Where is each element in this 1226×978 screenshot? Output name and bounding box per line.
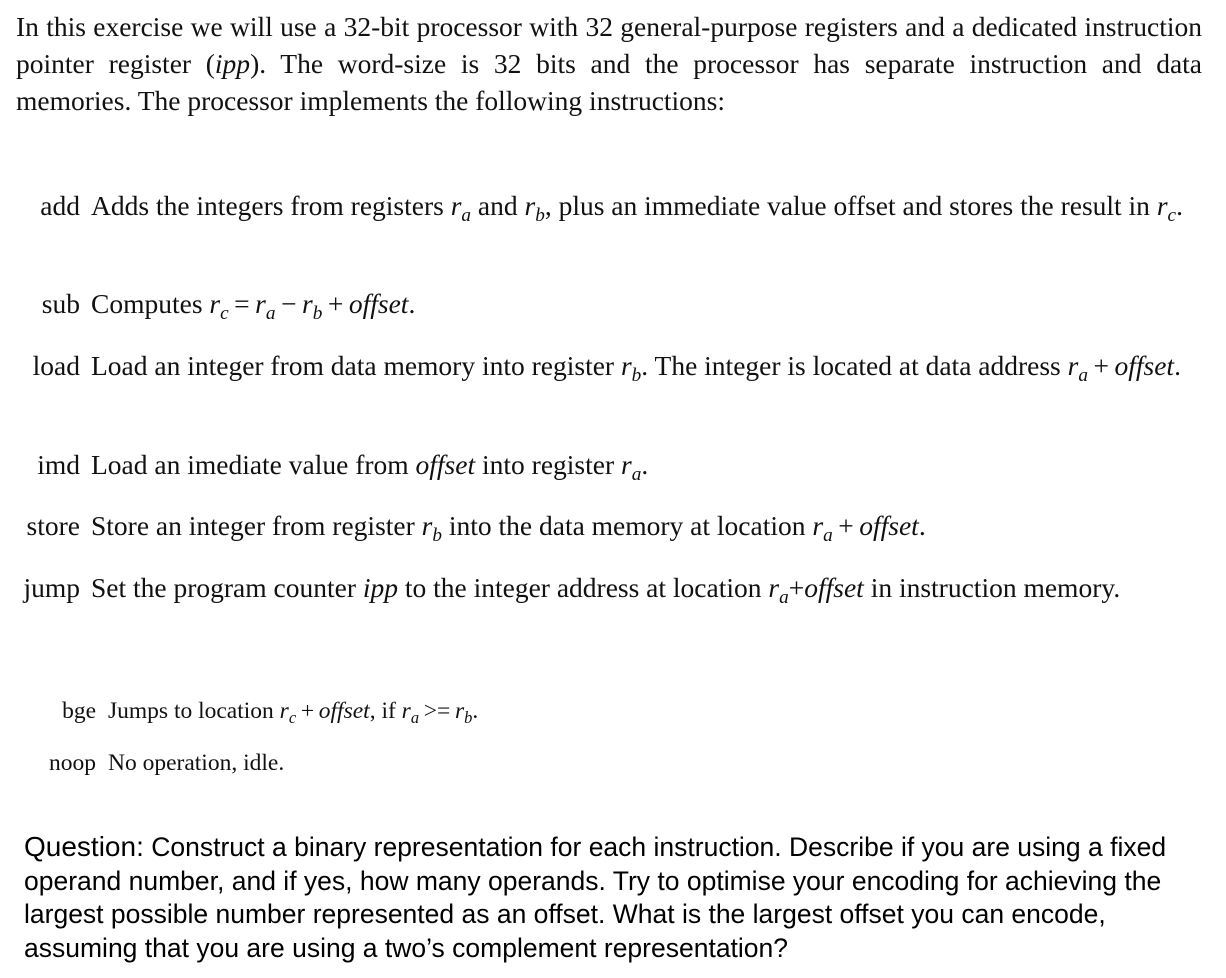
instruction-description: Adds the integers from registers $r_a$ and $r_b$, plus an immediate value offset and stores the result in $r_c$. xyxy=(91,190,1183,226)
instruction-name: bge xyxy=(62,698,96,724)
instruction-description: Jumps to location $r_c$ + offset, if $r_a >= r_b$. xyxy=(108,698,479,727)
intro-text-part2: ). The word-size is 32 bits and the processor has separate instruction and data memories. The processor implements the following instructions: xyxy=(16,48,1203,116)
instruction-name: store xyxy=(26,510,80,541)
instruction-name: sub xyxy=(41,288,80,319)
instruction-description: Load an imediate value from offset into register $r_a$. xyxy=(91,449,649,485)
instruction-name: jump xyxy=(23,572,80,603)
instruction-description: Store an integer from register $r_b$ into the data memory at location $r_a$ + offset. xyxy=(91,510,926,546)
instruction-description: Set the program counter ipp to the integer address at location $r_a+offset$ in instruction memory. xyxy=(91,572,1121,608)
ipp-term: ipp xyxy=(214,48,251,79)
instruction-description: Load an integer from data memory into register $r_b$. The integer is located at data address $r_a$ + offset. xyxy=(91,350,1181,386)
instruction-name: imd xyxy=(37,449,80,480)
instruction-description: No operation, idle. xyxy=(108,750,285,776)
instruction-name: load xyxy=(32,350,80,381)
instruction-name: add xyxy=(40,190,80,221)
question-text: Construct a binary representation for each instruction. Describe if you are using a fixed operand number, and if yes, how many operands. Try to optimise your encoding for achieving the largest possible number represented as an offset. What is the largest offset you can encode, assuming that you are using a two’s complement representation? xyxy=(24,832,1167,963)
intro-paragraph xyxy=(16,8,1202,119)
question-paragraph xyxy=(24,830,1220,965)
instruction-description: Computes $r_c = r_a - r_b$ + offset. xyxy=(91,288,416,324)
intro-text-part1: In this exercise we will use a 32-bit processor with 32 general-purpose registers and a dedicated instruction pointer register ( xyxy=(16,11,1202,79)
question-label: Question: xyxy=(24,831,144,862)
instruction-name: noop xyxy=(49,750,96,776)
